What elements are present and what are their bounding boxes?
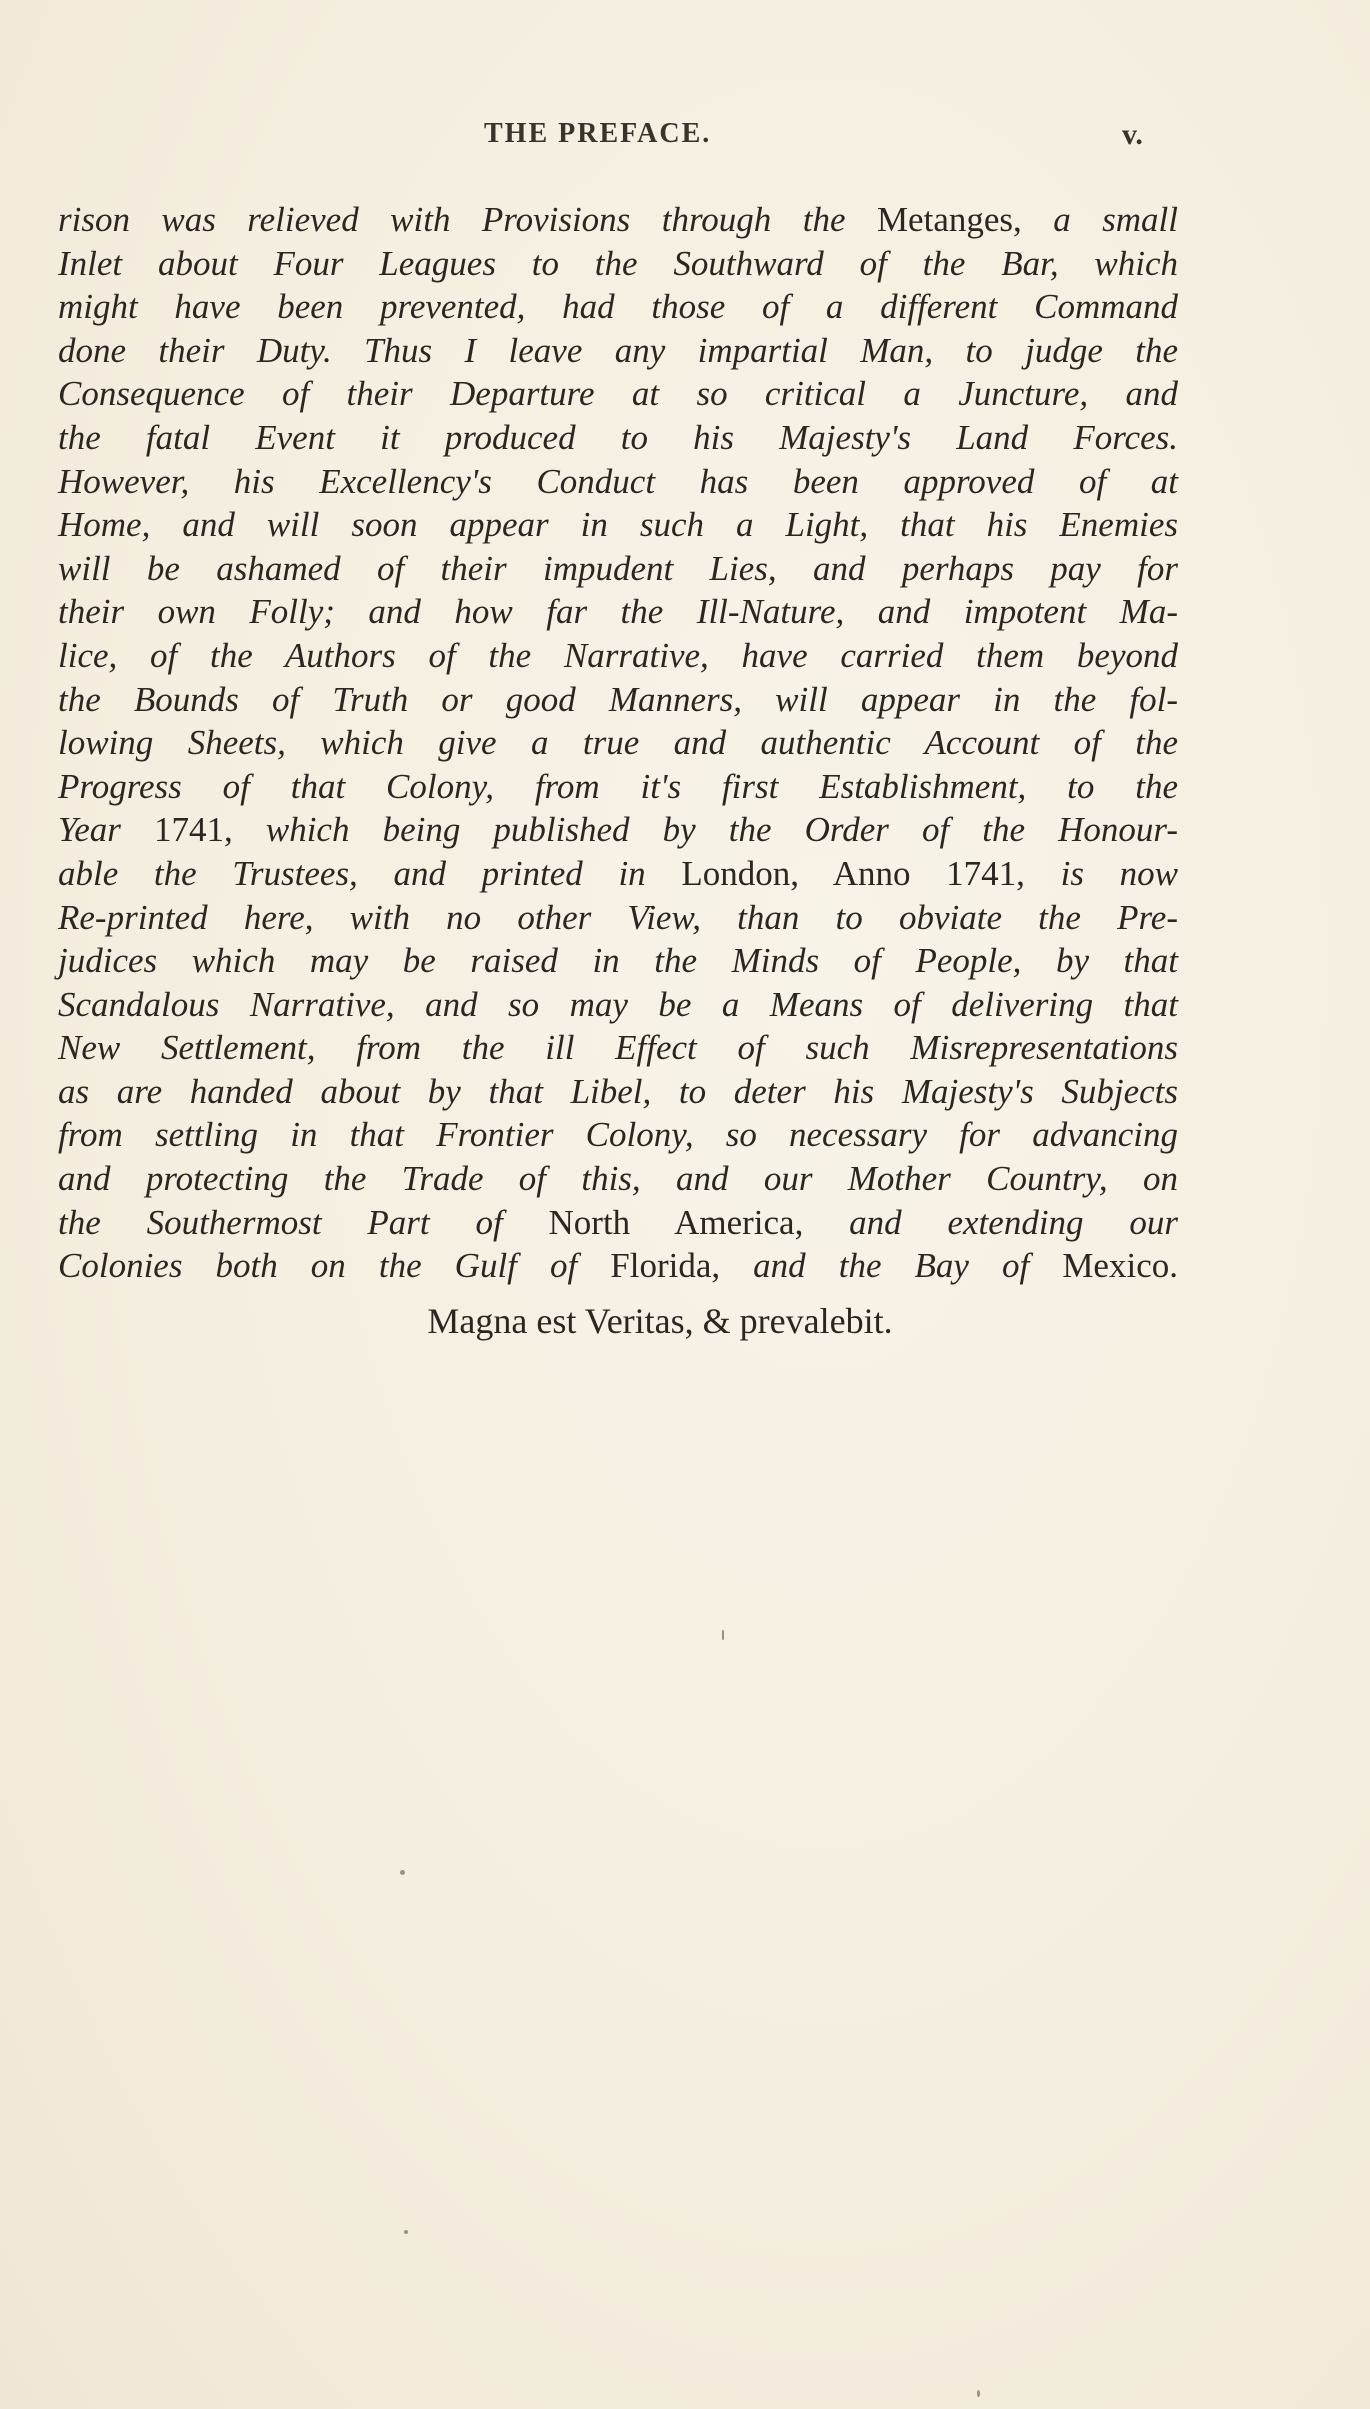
text-line xyxy=(58,242,1178,286)
text-segment: Home, and will soon appear in such a Light, that his Enemies xyxy=(58,505,1178,545)
text-segment: will be ashamed of their impudent Lies, and perhaps pay for xyxy=(58,548,1178,588)
text-line xyxy=(58,460,1178,504)
text-segment: and extending our xyxy=(803,1202,1178,1242)
text-line xyxy=(58,329,1178,373)
text-line xyxy=(58,678,1178,722)
text-segment: Scandalous Narrative, and so may be a Means of delivering that xyxy=(58,984,1178,1024)
text-segment: lice, of the Authors of the Narrative, have carried them beyond xyxy=(58,635,1178,675)
text-segment: done their Duty. Thus I leave any impartial Man, to judge the xyxy=(58,330,1178,370)
text-segment: New Settlement, from the ill Effect of such Misrepresentations xyxy=(58,1028,1178,1068)
text-line xyxy=(58,285,1178,329)
text-segment: Consequence of their Departure at so critical a Juncture, and xyxy=(58,374,1178,414)
text-line xyxy=(58,634,1178,678)
text-segment: the fatal Event it produced to his Majesty's Land Forces. xyxy=(58,417,1178,457)
preface-body-text xyxy=(58,198,1178,1288)
text-line xyxy=(58,1026,1178,1070)
text-line xyxy=(58,939,1178,983)
text-line xyxy=(58,1113,1178,1157)
page-number: v. xyxy=(1122,118,1143,151)
text-segment: London, Anno 1741, xyxy=(681,853,1025,893)
text-segment: judices which may be raised in the Minds of People, by that xyxy=(58,941,1178,981)
text-line xyxy=(58,198,1178,242)
text-line xyxy=(58,808,1178,852)
text-segment: rison was relieved with Provisions through the xyxy=(58,200,877,239)
paper-speck xyxy=(404,2230,408,2234)
text-segment: is now xyxy=(1024,853,1178,893)
text-segment: Metanges, xyxy=(876,200,1022,239)
paper-speck xyxy=(722,1630,724,1640)
text-line xyxy=(58,983,1178,1027)
text-line xyxy=(58,896,1178,940)
text-segment: able the Trustees, and printed in xyxy=(58,853,682,893)
paper-speck xyxy=(400,1870,405,1875)
text-segment: and protecting the Trade of this, and our Mother Country, on xyxy=(58,1159,1178,1199)
text-segment: Re-printed here, with no other View, than to obviate the Pre- xyxy=(58,897,1178,937)
text-line xyxy=(58,547,1178,591)
text-line xyxy=(58,590,1178,634)
text-segment: Colonies both on the Gulf of xyxy=(58,1246,611,1286)
text-segment: and the Bay of xyxy=(720,1246,1063,1286)
text-segment: lowing Sheets, which give a true and authentic Account of the xyxy=(58,723,1178,763)
text-segment: However, his Excellency's Conduct has been approved of at xyxy=(58,461,1178,501)
text-segment: Year xyxy=(58,810,155,850)
running-head xyxy=(0,118,1370,158)
text-line xyxy=(58,852,1178,896)
running-title: THE PREFACE. xyxy=(484,118,712,149)
text-segment: as are handed about by that Libel, to deter his Majesty's Subjects xyxy=(58,1071,1178,1111)
text-segment: Florida, xyxy=(610,1246,721,1286)
text-line xyxy=(58,1157,1178,1201)
paper-speck xyxy=(977,2390,980,2397)
text-segment: Progress of that Colony, from it's first Establishment, to the xyxy=(58,766,1178,806)
text-line xyxy=(58,372,1178,416)
text-line xyxy=(58,765,1178,809)
text-line xyxy=(58,721,1178,765)
text-segment: might have been prevented, had those of a different Command xyxy=(58,287,1178,327)
text-segment: which being published by the Order of the Honour- xyxy=(232,810,1178,850)
text-line xyxy=(58,1070,1178,1114)
text-segment: the Bounds of Truth or good Manners, will appear in the fol- xyxy=(58,679,1178,719)
text-segment: 1741, xyxy=(154,810,233,850)
text-segment: the Southermost Part of xyxy=(58,1202,549,1242)
latin-motto: Magna est Veritas, & prevalebit. xyxy=(427,1301,893,1341)
text-segment: their own Folly; and how far the Ill-Nature, and impotent Ma- xyxy=(58,592,1178,632)
text-segment: Mexico. xyxy=(1062,1246,1178,1286)
text-line xyxy=(58,503,1178,547)
text-line xyxy=(58,1244,1178,1288)
text-line xyxy=(58,416,1178,460)
text-segment: a small xyxy=(1021,200,1178,239)
text-segment: North America, xyxy=(548,1202,804,1242)
text-segment: from settling in that Frontier Colony, so necessary for advancing xyxy=(58,1115,1178,1155)
text-segment: Inlet about Four Leagues to the Southward of the Bar, which xyxy=(58,243,1178,283)
text-line xyxy=(58,1201,1178,1245)
